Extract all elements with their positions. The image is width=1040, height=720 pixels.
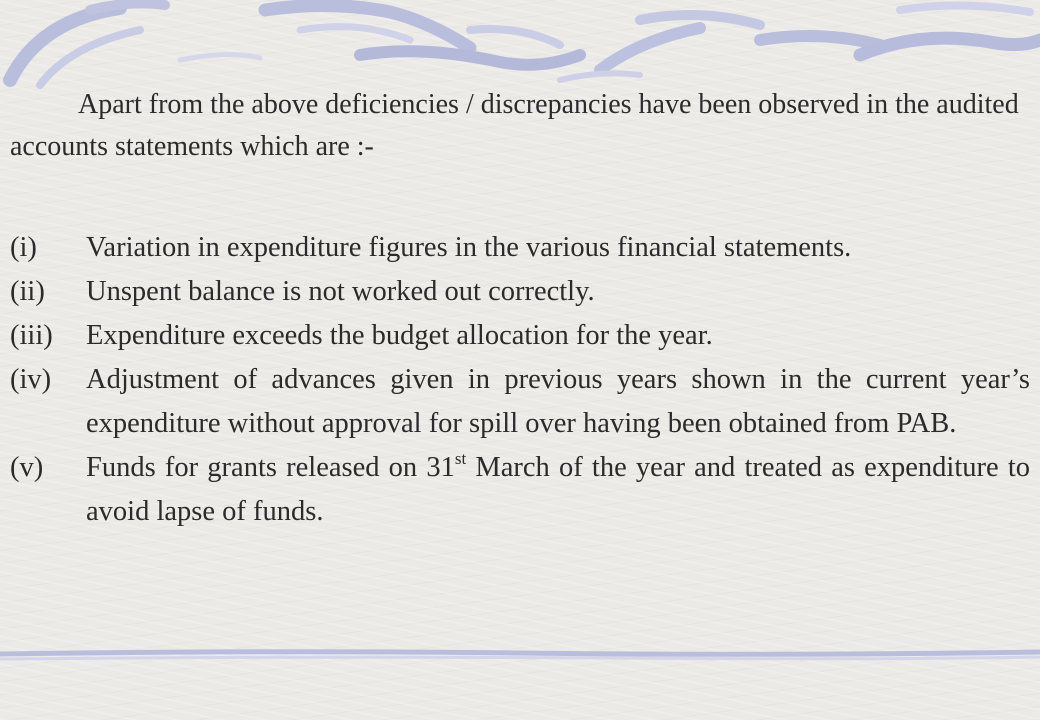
list-item-text: Variation in expenditure figures in the various financial statements.	[86, 232, 852, 263]
deficiency-list	[10, 226, 1030, 534]
list-marker: (i)	[10, 232, 37, 263]
brush-stroke	[0, 652, 1040, 655]
brush-stroke	[860, 38, 1040, 55]
list-item	[10, 226, 1030, 270]
brush-stroke	[600, 28, 700, 70]
list-marker: (iii)	[10, 320, 53, 351]
list-item-text	[86, 449, 1031, 527]
brush-stroke	[560, 73, 640, 80]
intro-paragraph: Apart from the above deficiencies / discrepancies have been observed in the audited accounts statements which are :-	[10, 89, 1019, 162]
brush-stroke	[360, 51, 580, 64]
list-item-text: Adjustment of advances given in previous years shown in the current year’s expenditure without approval for spill over having been obtained from PAB.	[86, 364, 1030, 439]
brush-stroke	[900, 5, 1030, 12]
list-item-text: Unspent balance is not worked out correctly.	[86, 276, 595, 307]
brush-stroke	[0, 657, 1040, 659]
list-item	[10, 270, 1030, 314]
brush-stroke	[760, 36, 880, 45]
list-marker: (ii)	[10, 276, 45, 307]
list-item-text: Expenditure exceeds the budget allocation for the year.	[86, 320, 713, 351]
list-item	[10, 314, 1030, 358]
ordinal-superscript: st	[454, 449, 467, 468]
decorative-brush-strokes	[0, 0, 1040, 90]
brush-stroke	[180, 54, 260, 60]
decorative-bottom-rule	[0, 640, 1040, 670]
brush-stroke	[470, 29, 560, 45]
list-item-text-before: Funds for grants released on 31	[86, 452, 455, 483]
list-item-text-after: March of the year and treated as expenditure to avoid lapse of funds.	[86, 452, 1031, 527]
list-item	[10, 446, 1030, 534]
brush-stroke	[300, 27, 410, 40]
list-marker: (v)	[10, 452, 44, 483]
list-marker: (iv)	[10, 364, 52, 395]
list-item	[10, 358, 1030, 446]
brush-stroke	[90, 3, 165, 10]
